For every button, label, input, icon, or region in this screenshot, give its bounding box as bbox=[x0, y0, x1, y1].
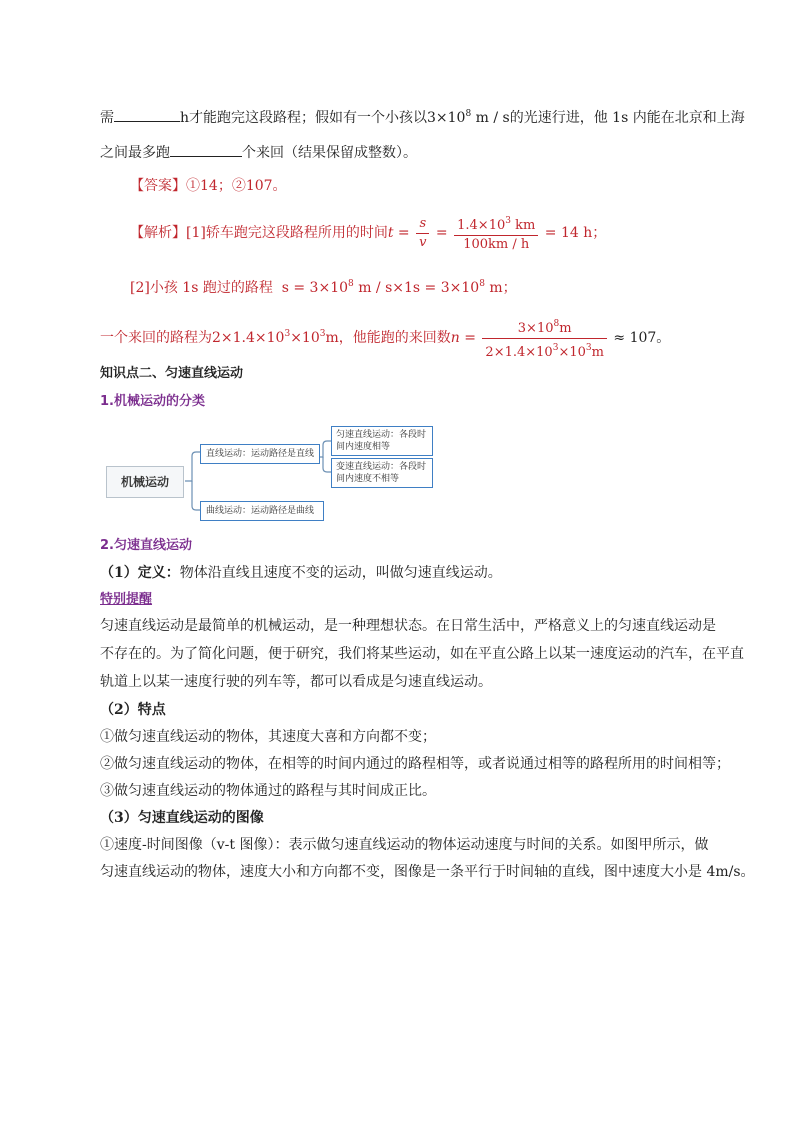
answer-text: ①14；②107。 bbox=[186, 178, 287, 194]
definition-line bbox=[100, 563, 502, 583]
question-text: 个来回（结果保留成整数）。 bbox=[242, 145, 417, 161]
fraction-distance-over-speed: $\frac{1.4\times 10^3 km}{100km / h}$ bbox=[454, 212, 538, 254]
analysis-line-2: [2]小孩 1s 跑过的路程 $s = 3\times 10^8$ $m / s\times 1s = 3\times 10^8$ m； bbox=[130, 279, 517, 296]
section-title-classification: 1.机械运动的分类 bbox=[100, 394, 205, 409]
analysis-text: [1]轿车跑完这段路程所用的时间 bbox=[186, 225, 388, 241]
analysis-text: 一个来回的路程为 bbox=[100, 330, 212, 346]
definition-text: 物体沿直线且速度不变的运动，叫做匀速直线运动。 bbox=[179, 565, 502, 581]
analysis-text: ，他能跑的来回数 bbox=[338, 330, 451, 346]
vt-graph-paragraph-line: 匀速直线运动的物体，速度大小和方向都不变，图像是一条平行于时间轴的直线，图中速度大小是 4m/s。 bbox=[100, 864, 755, 880]
analysis-label: 【解析】 bbox=[130, 225, 186, 241]
reminder-paragraph-line: 轨道上以某一速度行驶的列车等，都可以看成是匀速直线运动。 bbox=[100, 674, 492, 690]
graph-section-label: （3）匀速直线运动的图像 bbox=[100, 810, 264, 826]
question-text: h才能跑完这段路程；假如有一个小孩以 bbox=[180, 110, 428, 126]
feature-item-3: ③做匀速直线运动的物体通过的路程与其时间成正比。 bbox=[100, 783, 436, 799]
fraction-s-over-v: $\frac{s}{v}$ bbox=[416, 215, 429, 252]
speed-formula: $3\times 10^8$ m / s bbox=[427, 109, 510, 126]
vt-graph-paragraph-line: ①速度-时间图像（v-t 图像）：表示做匀速直线运动的物体运动速度与时间的关系。如图甲所示，做 bbox=[100, 837, 709, 853]
answer-label: 【答案】 bbox=[130, 178, 186, 194]
definition-label: （1）定义： bbox=[100, 565, 180, 581]
question-text: 的光速行进，他 1s 内能在北京和上海 bbox=[509, 110, 745, 126]
result-14h: = 14 h bbox=[544, 225, 593, 241]
var-n: n bbox=[450, 330, 460, 346]
result-107: ≈ 107 bbox=[613, 330, 657, 346]
reminder-paragraph-line: 不存在的。为了简化问题，便于研究，我们将某些运动，如在平直公路上以某一速度运动的汽车，在平直 bbox=[100, 646, 744, 662]
mindmap-leaf-uniform: 匀速直线运动：各段时间内速度相等 bbox=[331, 426, 433, 456]
mindmap-root: 机械运动 bbox=[106, 466, 184, 498]
question-text: 之间最多跑 bbox=[100, 145, 170, 161]
section-title-uniform-motion: 2.匀速直线运动 bbox=[100, 538, 192, 553]
connector-variable bbox=[323, 457, 331, 472]
connector-straight bbox=[185, 452, 200, 481]
analysis-line-1: 【解析】[1]轿车跑完这段路程所用的时间t = $\frac{s}{v}$ = $\frac{1.4\times 10^3 km}{100km / h}$ = 14 h； bbox=[130, 212, 606, 254]
analysis-line-3: 一个来回的路程为$2\times 1.4\times 10^3\times 10^3m$，他能跑的来回数n = $\frac{3\times 10^8m}{2\times 1.4\times 10^3\times 10^3m}$ ≈ 107。 bbox=[100, 314, 670, 362]
analysis-text: [2]小孩 1s 跑过的路程 bbox=[130, 280, 273, 296]
mindmap-branch-straight: 直线运动：运动路径是直线 bbox=[200, 444, 320, 464]
connector-curve bbox=[192, 481, 200, 510]
feature-item-2: ②做匀速直线运动的物体，在相等的时间内通过的路程相等，或者说通过相等的路程所用的时间相等； bbox=[100, 756, 730, 772]
features-label: （2）特点 bbox=[100, 702, 166, 718]
question-text: 需 bbox=[100, 110, 114, 126]
feature-item-1: ①做匀速直线运动的物体，其速度大喜和方向都不变； bbox=[100, 729, 436, 745]
mindmap-branch-curve: 曲线运动：运动路径是曲线 bbox=[200, 501, 324, 521]
distance-formula: $s = 3\times 10^8$ $m / s\times 1s = 3\times 10^8$ m bbox=[281, 279, 503, 296]
special-reminder-title: 特别提醒 bbox=[100, 592, 153, 607]
mindmap-leaf-variable: 变速直线运动：各段时间内速度不相等 bbox=[331, 458, 433, 488]
reminder-paragraph-line: 匀速直线运动是最简单的机械运动，是一种理想状态。在日常生活中，严格意义上的匀速直线运动是 bbox=[100, 618, 716, 634]
fraction-round-trips: $\frac{3\times 10^8m}{2\times 1.4\times 10^3\times 10^3m}$ bbox=[482, 315, 607, 362]
knowledge-point-title: 知识点二、匀速直线运动 bbox=[100, 366, 244, 381]
var-t: t bbox=[387, 225, 394, 241]
round-trip-formula: $2\times 1.4\times 10^3\times 10^3m$ bbox=[212, 329, 339, 346]
